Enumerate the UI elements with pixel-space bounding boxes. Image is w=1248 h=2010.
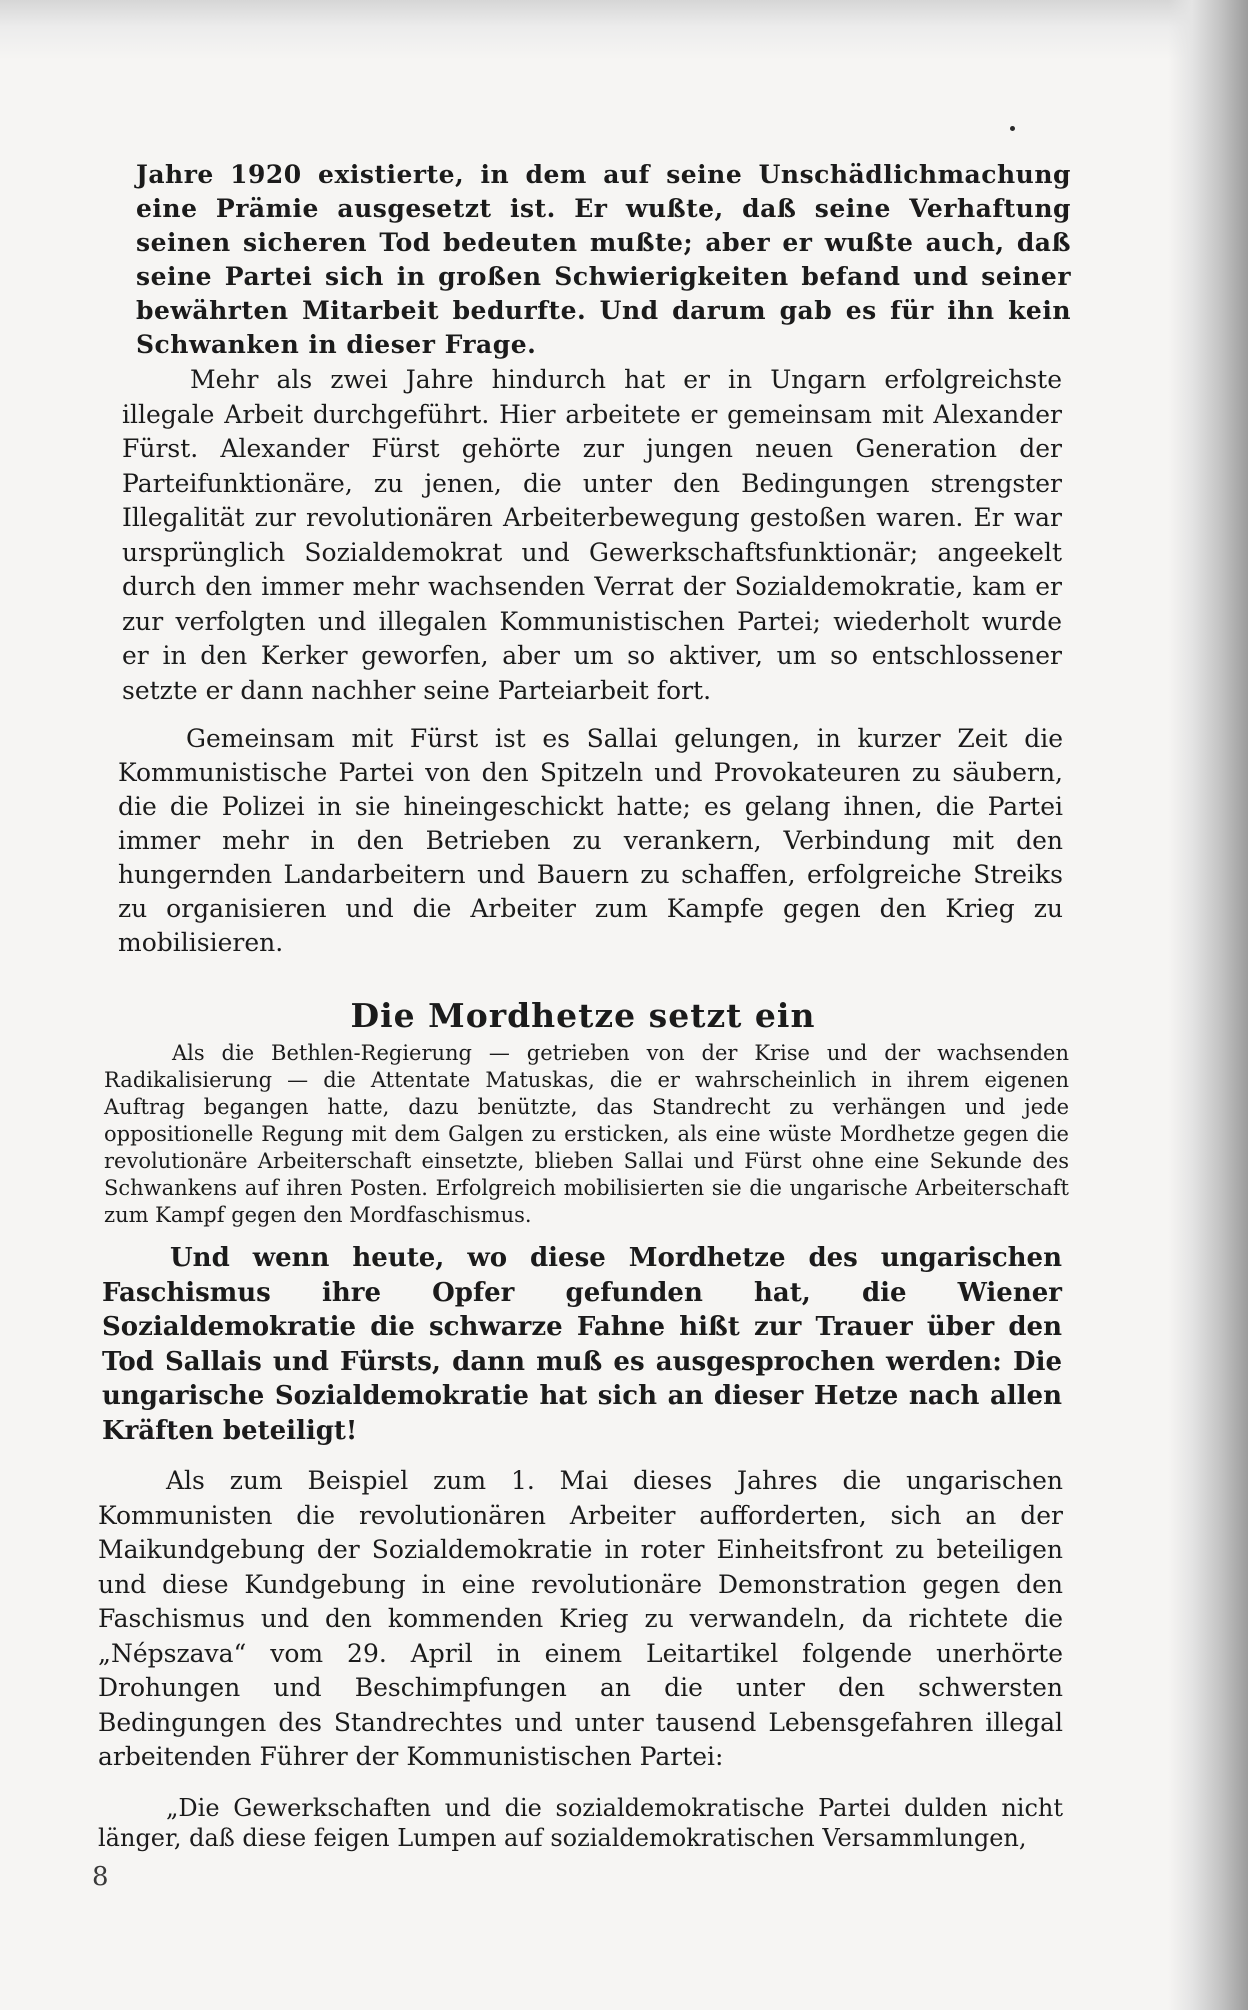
paragraph-bethlen-government: Als die Bethlen-Regierung — getrieben von der Krise und der wachsenden Radikalisierung — die Attentate Matuskas, die er wahrscheinlich in ihrem eigenen Auftrag begangen hatte, dazu benützte, das Standrecht zu verhängen und jede oppositionelle Regung mit dem Galgen zu ersticken, als eine wüste Mordhetze gegen die revolutionäre Arbeiterschaft einsetzte, blieben Sallai und Fürst ohne eine Sekunde des Schwankens auf ihren Posten. Erfolgreich mobilisierten sie die ungarische Arbeiterschaft zum Kampf gegen den Mordfaschismus. bbox=[104, 1041, 1069, 1227]
page-number: 8 bbox=[92, 1862, 109, 1892]
paragraph-social-democracy-bold: Und wenn heute, wo diese Mordhetze des ungarischen Faschismus ihre Opfer gefunden hat, die Wiener Sozialdemokratie die schwarze Fahne hißt zur Trauer über den Tod Sallais und Fürsts, dann muß es ausgesprochen werden: Die ungarische Sozialdemokratie hat sich an dieser Hetze nach allen Kräften beteiligt! bbox=[102, 1243, 1062, 1446]
section-heading: Die Mordhetze setzt ein bbox=[350, 996, 816, 1035]
paragraph-quotation: „Die Gewerkschaften und die sozialdemokratische Partei dulden nicht länger, daß diese feigen Lumpen auf sozialdemokratischen Versammlungen, bbox=[98, 1793, 1063, 1852]
page-binding-shadow bbox=[1168, 0, 1248, 2010]
paragraph-continuation: Jahre 1920 existierte, in dem auf seine Unschädlichmachung eine Prämie ausgesetzt ist. Er wußte, daß seine Verhaftung seinen sicheren Tod bedeuten mußte; aber er wußte auch, daß seine Partei sich in großen Schwierigkeiten befand und seiner bewährten Mitarbeit bedurfte. Und darum gab es für ihn kein Schwanken in dieser Frage. bbox=[136, 160, 1071, 359]
page-top-shadow bbox=[0, 0, 1248, 60]
page-body bbox=[98, 158, 1071, 1853]
paragraph-party-cleanup: Gemeinsam mit Fürst ist es Sallai gelungen, in kurzer Zeit die Kommunistische Partei von den Spitzeln und Provokateuren zu säubern, die die Polizei in sie hineingeschickt hatte; es gelang ihnen, die Partei immer mehr in den Betrieben zu verankern, Verbindung mit den hungernden Landarbeitern und Bauern zu schaffen, erfolgreiche Streiks zu organisieren und die Arbeiter zum Kampfe gegen den Krieg zu mobilisieren. bbox=[118, 724, 1063, 957]
paragraph-illegal-work: Mehr als zwei Jahre hindurch hat er in Ungarn erfolgreichste illegale Arbeit durchgeführt. Hier arbeitete er gemeinsam mit Alexander Fürst. Alexander Fürst gehörte zur jungen neuen Generation der Parteifunktionäre, zu jenen, die unter den Bedingungen strengster Illegalität zur revolutionären Arbeiterbewegung gestoßen waren. Er war ursprünglich Sozialdemokrat und Gewerkschaftsfunktionär; angeekelt durch den immer mehr wachsenden Verrat der Sozialdemokratie, kam er zur verfolgten und illegalen Kommunistischen Partei; wiederholt wurde er in den Kerker geworfen, aber um so aktiver, um so entschlossener setzte er dann nachher seine Parteiarbeit fort. bbox=[122, 365, 1062, 705]
ink-speck bbox=[1010, 126, 1015, 131]
paragraph-may-day: Als zum Beispiel zum 1. Mai dieses Jahres die ungarischen Kommunisten die revolutionären Arbeiter aufforderten, sich an der Maikundgebung der Sozialdemokratie in roter Einheitsfront zu beteiligen und diese Kundgebung in eine revolutionäre Demonstration gegen den Faschismus und den kommenden Krieg zu verwandeln, da richtete die „Népszava“ vom 29. April in einem Leitartikel folgende unerhörte Drohungen und Beschimpfungen an die unter den schwersten Bedingungen des Standrechtes und unter tausend Lebensgefahren illegal arbeitenden Führer der Kommunistischen Partei: bbox=[98, 1466, 1063, 1771]
